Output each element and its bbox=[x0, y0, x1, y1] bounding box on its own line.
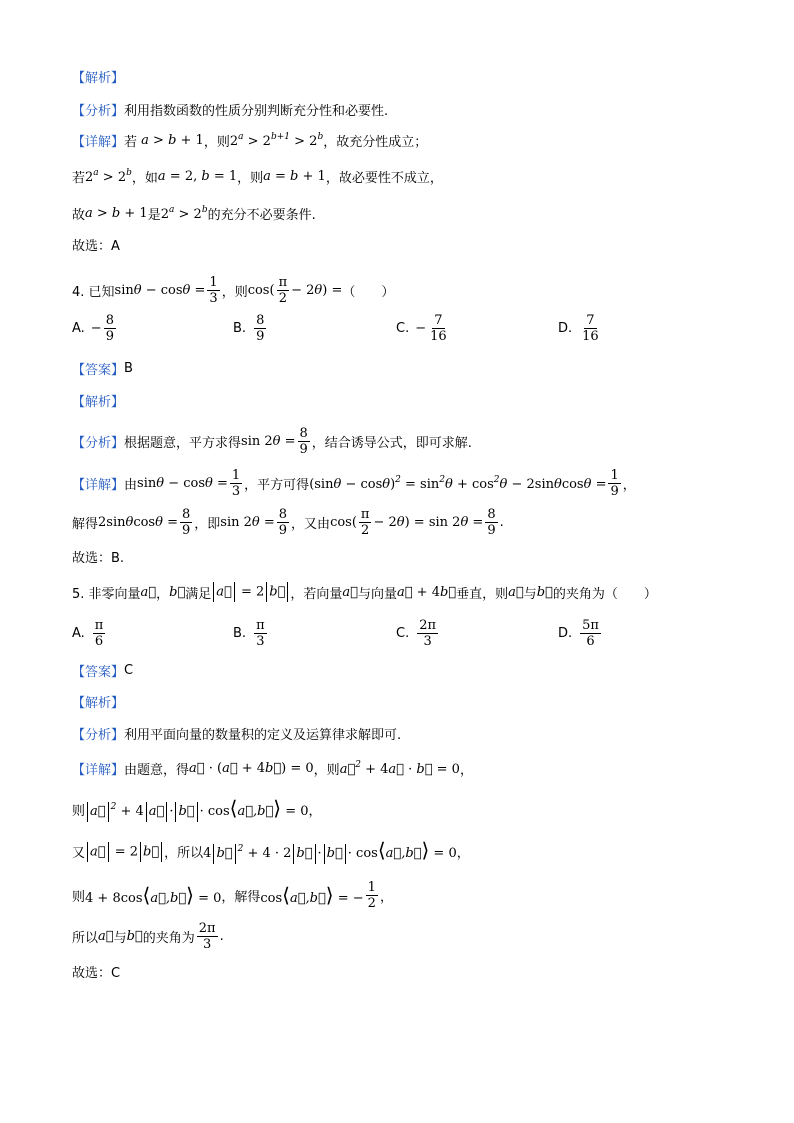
q5-option-c[interactable]: C. $\frac{2\pi}{3}$ bbox=[396, 618, 437, 649]
math-expr: a⃗ + 4b⃗ bbox=[396, 584, 457, 600]
q5-option-b[interactable]: B. $\frac{\pi}{3}$ bbox=[233, 618, 265, 649]
fraction: $\frac{1}{3}$ bbox=[231, 468, 241, 499]
q3-analysis: 【分析】 利用指数函数的性质分别判断充分性和必要性. bbox=[72, 104, 389, 119]
q4-option-a[interactable]: A. − $\frac{8}{9}$ bbox=[72, 313, 114, 344]
vector-a: a⃗ bbox=[342, 584, 358, 600]
fraction: $\frac{8}{9}$ bbox=[181, 507, 191, 538]
fraction: $\frac{8}{9}$ bbox=[278, 507, 288, 538]
math-expr: − 2θ) = sin 2θ = bbox=[373, 515, 484, 530]
fraction: $\frac{2\pi}{3}$ bbox=[198, 921, 216, 952]
vector-b: b⃗ bbox=[169, 584, 186, 600]
q3-answer-line: 故选：A bbox=[72, 239, 120, 254]
math-expr: a⃗$^2$ + 4a⃗ · b⃗ = 0 bbox=[339, 760, 460, 777]
vector-b: b⃗ bbox=[536, 584, 553, 600]
math-expr: $2^a > 2^{b+1} > 2^b$ bbox=[229, 132, 324, 149]
math-expr: sinθ − cosθ = bbox=[114, 283, 206, 298]
vector-b: b⃗ bbox=[126, 929, 143, 944]
fraction: $\frac{8}{9}$ bbox=[105, 313, 114, 344]
math-expr: 2sinθcosθ = bbox=[98, 515, 178, 530]
fraction: $\frac{1}{2}$ bbox=[367, 880, 376, 911]
math-expr: 4 b⃗ $^2$ + 4 · 2 b⃗ · b⃗ · cos⟨a⃗,b⃗⟩ = 0 bbox=[203, 838, 457, 862]
q5-detail-line3: 又 a⃗ = 2 b⃗ ，所以 4 b⃗ $^2$ + 4 · 2 b⃗ · b⃗ · cos⟨a⃗,b⃗⟩ = 0 ， bbox=[72, 838, 470, 862]
fraction: $\frac{1}{9}$ bbox=[610, 468, 619, 499]
q4-answer: 【答案】 B bbox=[72, 361, 133, 378]
q4-option-c[interactable]: C. − $\frac{7}{16}$ bbox=[396, 313, 447, 344]
math-expr: a⃗ = 2 b⃗ bbox=[211, 582, 290, 602]
fraction: $\frac{\pi}{3}$ bbox=[256, 618, 265, 649]
fraction: $\frac{8}{9}$ bbox=[256, 313, 265, 344]
q4-answer-line: 故选：B. bbox=[72, 551, 125, 566]
math-expr: 4 + 8cos⟨a⃗,b⃗⟩ = 0 bbox=[85, 883, 222, 907]
q3-jiexi-heading: 【解析】 bbox=[72, 71, 125, 86]
q4-option-b[interactable]: B. $\frac{8}{9}$ bbox=[233, 313, 265, 344]
fraction: $\frac{8}{9}$ bbox=[299, 426, 308, 457]
fraction: $\frac{\pi}{2}$ bbox=[360, 507, 370, 538]
math-expr: a = 2, b = 1 bbox=[157, 169, 238, 184]
math-expr: a > b + 1 bbox=[137, 133, 204, 148]
math-expr: sin 2θ = bbox=[241, 434, 296, 449]
q5-detail-line1: 【详解】 由题意，得 a⃗ · (a⃗ + 4b⃗) = 0 ，则 a⃗$^2$ + 4a⃗ · b⃗ = 0 ， bbox=[72, 760, 473, 778]
math-expr: $(\sin\theta - \cos\theta)^2 = \sin^2\theta + \cos^2\theta - 2\sin\theta\cos\theta$ = bbox=[309, 475, 607, 492]
q5-option-d[interactable]: D. $\frac{5\pi}{6}$ bbox=[558, 618, 599, 649]
math-expr: a⃗ · (a⃗ + 4b⃗) = 0 bbox=[189, 761, 314, 776]
math-expr: a = b + 1 bbox=[263, 169, 326, 184]
q5-option-a[interactable]: A. $\frac{\pi}{6}$ bbox=[72, 618, 104, 649]
math-expr: cos( bbox=[330, 515, 357, 530]
fraction: $\frac{1}{3}$ bbox=[209, 275, 218, 306]
q5-detail-line2: 则 a⃗ $^2$ + 4 a⃗ · b⃗ · cos⟨a⃗,b⃗⟩ = 0 ， bbox=[72, 796, 322, 820]
math-expr: sinθ − cosθ = bbox=[137, 476, 228, 491]
fraction: $\frac{7}{16}$ bbox=[430, 313, 447, 344]
math-expr: cos( bbox=[247, 283, 275, 298]
q5-answer-line: 故选：C bbox=[72, 966, 121, 981]
fraction: $\frac{\pi}{2}$ bbox=[278, 275, 288, 306]
q5-answer: 【答案】 C bbox=[72, 663, 134, 680]
q4-jiexi-heading: 【解析】 bbox=[72, 395, 125, 410]
math-expr: a⃗ = 2 b⃗ bbox=[85, 842, 164, 862]
vector-a: a⃗ bbox=[140, 584, 157, 600]
q5-analysis: 【分析】 利用平面向量的数量积的定义及运算律求解即可. bbox=[72, 728, 402, 743]
q4-detail-line1: 【详解】 由 sinθ − cosθ = $\frac{1}{3}$ ，平方可得 $(\sin\theta - \cos\theta)^2 = \sin^2\theta + \cos^2\theta - 2\sin\theta\cos\theta$ = $\frac{1}{9}$ ， bbox=[72, 468, 636, 499]
q5-stem: 5. 非零向量 a⃗ ， b⃗ 满足 a⃗ = 2 b⃗ ，若向量 a⃗ 与向量 a⃗ + 4b⃗ 垂直，则 a⃗ 与 b⃗ 的夹角为（ ） bbox=[72, 582, 657, 602]
fraction: $\frac{\pi}{6}$ bbox=[94, 618, 104, 649]
q3-detail-line3: 故 a > b + 1 是 $2^a > 2^b$ 的充分不必要条件. bbox=[72, 205, 316, 223]
q4-analysis: 【分析】 根据题意，平方求得 sin 2θ = $\frac{8}{9}$ ，结合诱导公式，即可求解. bbox=[72, 426, 472, 457]
vector-a: a⃗ bbox=[508, 584, 524, 600]
q5-detail-line5: 所以 a⃗ 与 b⃗ 的夹角为 $\frac{2\pi}{3}$ . bbox=[72, 921, 224, 952]
q4-stem: 4. 已知 sinθ − cosθ = $\frac{1}{3}$ ，则 cos( $\frac{\pi}{2}$ − 2θ) = （ ） bbox=[72, 275, 395, 306]
vector-a: a⃗ bbox=[98, 929, 114, 944]
q4-option-d[interactable]: D. $\frac{7}{16}$ bbox=[558, 313, 599, 344]
fraction: $\frac{5\pi}{6}$ bbox=[582, 618, 599, 649]
math-expr: sin 2θ = bbox=[220, 515, 275, 530]
math-expr: $2^a > 2^b$ bbox=[160, 205, 208, 222]
fraction: $\frac{7}{16}$ bbox=[582, 313, 599, 344]
q5-detail-line4: 则 4 + 8cos⟨a⃗,b⃗⟩ = 0 ，解得 cos⟨a⃗,b⃗⟩ = − $\frac{1}{2}$ ， bbox=[72, 880, 393, 911]
math-expr: cos⟨a⃗,b⃗⟩ = − bbox=[260, 883, 364, 907]
math-expr: − 2θ) = bbox=[291, 283, 343, 298]
fraction: $\frac{2\pi}{3}$ bbox=[419, 618, 437, 649]
math-expr: a⃗ $^2$ + 4 a⃗ · b⃗ · cos⟨a⃗,b⃗⟩ = 0 bbox=[85, 798, 308, 822]
math-expr: $2^a > 2^b$ bbox=[85, 168, 132, 185]
math-expr: a > b + 1 bbox=[85, 206, 148, 221]
q3-detail-line2: 若 $2^a > 2^b$ ，如 a = 2, b = 1 ，则 a = b + 1 ，故必要性不成立， bbox=[72, 168, 443, 186]
q5-jiexi-heading: 【解析】 bbox=[72, 696, 125, 711]
q3-detail-line1: 【详解】 若 a > b + 1 ，则 $2^a > 2^{b+1} > 2^b$ ，故充分性成立； bbox=[72, 132, 428, 150]
fraction: $\frac{8}{9}$ bbox=[487, 507, 496, 538]
q4-detail-line2: 解得 2sinθcosθ = $\frac{8}{9}$ ，即 sin 2θ = $\frac{8}{9}$ ，又由 cos( $\frac{\pi}{2}$ − 2θ) = sin 2θ = $\frac{8}{9}$ . bbox=[72, 507, 504, 538]
